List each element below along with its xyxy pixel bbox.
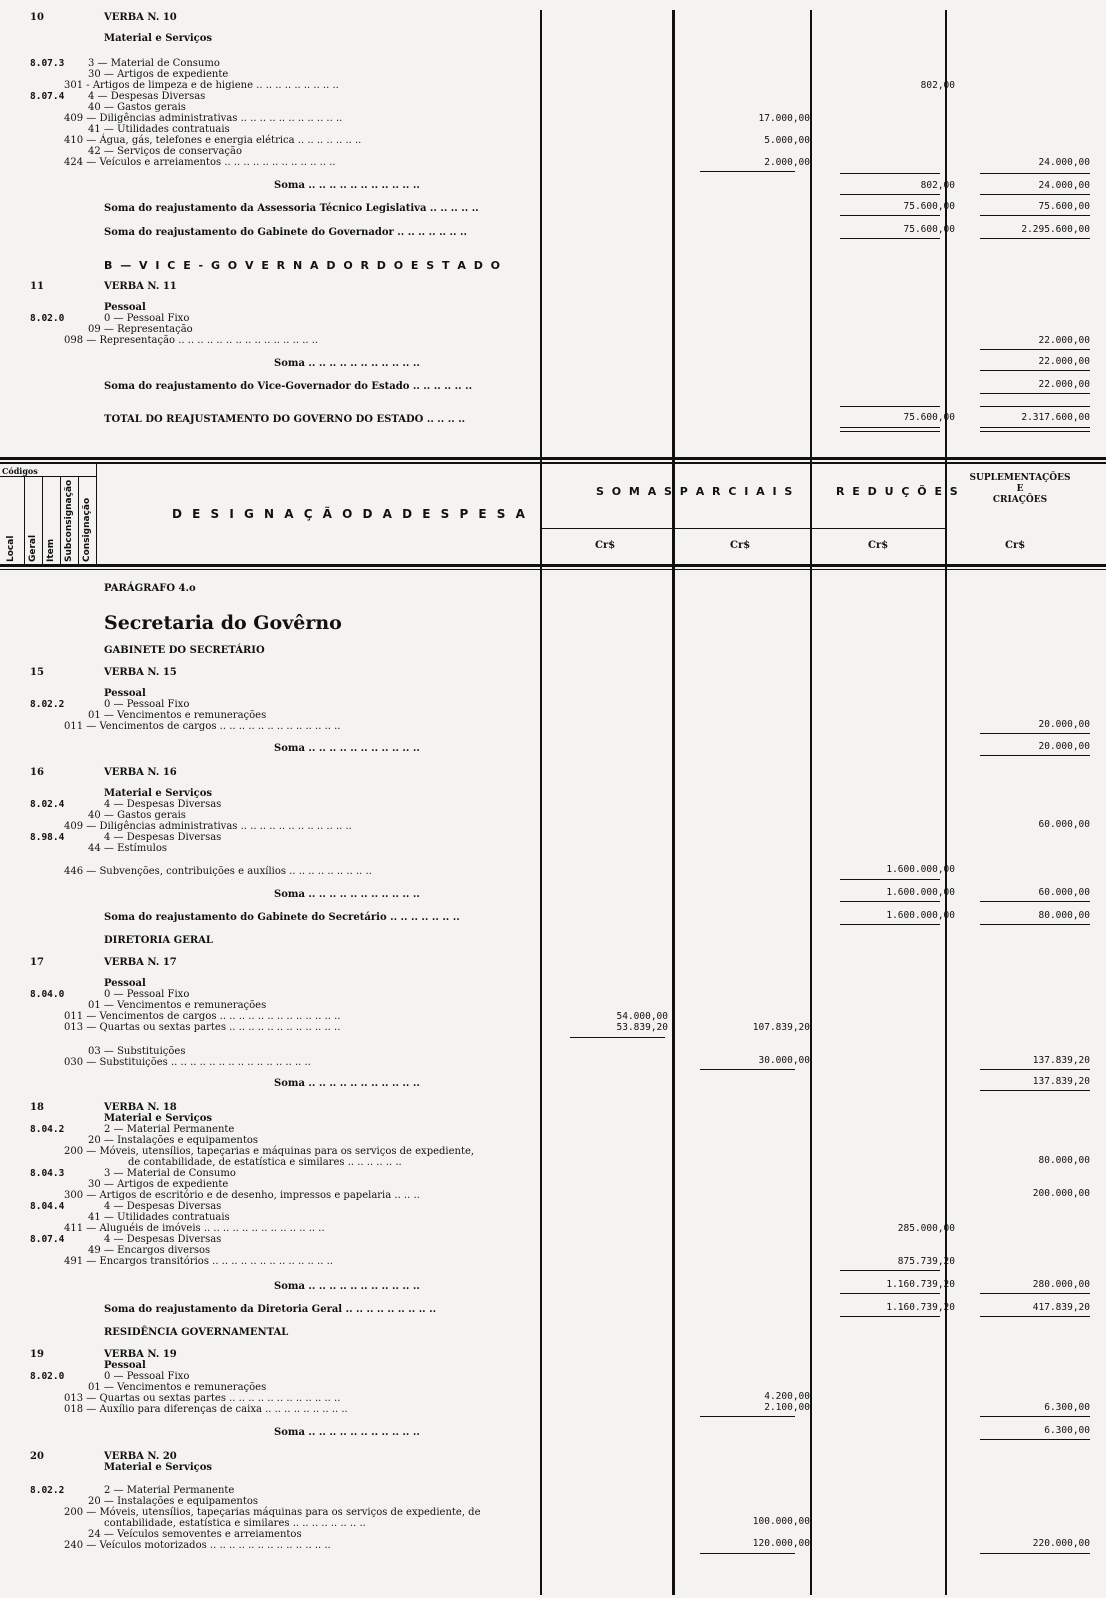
row-text: 4 — Despesas Diversas: [104, 832, 222, 843]
pessoal-heading: Pessoal: [104, 1360, 146, 1371]
value: 107.839,20: [752, 1022, 810, 1033]
rule: [980, 370, 1090, 371]
row-text: 200 — Móveis, utensílios, tapeçarias e máquinas para os serviços de expediente,: [64, 1146, 475, 1157]
value: 2.100,00: [764, 1402, 810, 1413]
row-text: 01 — Vencimentos e remunerações: [88, 1000, 267, 1011]
verba-20-heading: VERBA N. 20: [104, 1451, 177, 1462]
row-text: 240 — Veículos motorizados .. .. .. .. .. .. .. .. .. .. .. .. ..: [64, 1540, 331, 1551]
verba-18-heading: VERBA N. 18: [104, 1102, 177, 1113]
value: 75.600,00: [903, 201, 955, 212]
row-text: 4 — Despesas Diversas: [104, 1201, 222, 1212]
row-text: 300 — Artigos de escritório e de desenho, impressos e papelaria .. .. ..: [64, 1190, 420, 1201]
rule: [980, 431, 1090, 432]
row-text: 409 — Diligências administrativas .. .. .. .. .. .. .. .. .. .. .. ..: [64, 821, 352, 832]
value: 30.000,00: [758, 1055, 810, 1066]
row-text: 30 — Artigos de expediente: [88, 1179, 229, 1190]
value: 54.000,00: [616, 1011, 668, 1022]
secretaria-title: Secretaria do Govêrno: [104, 612, 342, 634]
value: 22.000,00: [1038, 335, 1090, 346]
rule: [980, 1416, 1090, 1417]
rule: [980, 349, 1090, 350]
row-text: 0 — Pessoal Fixo: [104, 989, 190, 1000]
rule: [840, 406, 940, 407]
row-text: 424 — Veículos e arreiamentos .. .. .. .. .. .. .. .. .. .. .. ..: [64, 157, 336, 168]
rule: [980, 1090, 1090, 1091]
value: 17.000,00: [758, 113, 810, 124]
verba-15-heading: VERBA N. 15: [104, 667, 177, 678]
rule: [60, 476, 61, 564]
rule: [980, 755, 1090, 756]
rule: [840, 901, 940, 902]
rule: [96, 464, 97, 564]
value: 75.600,00: [903, 412, 955, 423]
row-text: 410 — Água, gás, telefones e energia elétrica .. .. .. .. .. .. ..: [64, 135, 362, 146]
rule: [542, 528, 946, 529]
value: 24.000,00: [1038, 157, 1090, 168]
value: 100.000,00: [752, 1516, 810, 1527]
rule: [700, 1416, 795, 1417]
vice-governador-heading: B — V I C E - G O V E R N A D O R D O E S T A D O: [104, 259, 503, 272]
verba-11-heading: VERBA N. 11: [104, 281, 177, 292]
row-text: 44 — Estímulos: [88, 843, 168, 854]
value: 137.839,20: [1032, 1076, 1090, 1087]
reducoes-header: R E D U Ç Õ E S: [836, 485, 960, 498]
gabinete-secretario-heading: GABINETE DO SECRETÁRIO: [104, 645, 265, 656]
value: 75.600,00: [903, 224, 955, 235]
soma-label: Soma .. .. .. .. .. .. .. .. .. .. ..: [274, 889, 420, 900]
line-code: 18: [30, 1102, 44, 1113]
line-code: 20: [30, 1451, 44, 1462]
rule: [980, 1293, 1090, 1294]
rule: [980, 1316, 1090, 1317]
rule: [78, 476, 79, 564]
row-text: 4 — Despesas Diversas: [104, 1234, 222, 1245]
row-text: 30 — Artigos de expediente: [88, 69, 229, 80]
value: 200.000,00: [1032, 1188, 1090, 1199]
grand-total: TOTAL DO REAJUSTAMENTO DO GOVERNO DO ESTADO .. .. .. ..: [104, 414, 466, 425]
value: 22.000,00: [1038, 356, 1090, 367]
consignacao-label: Consignação: [82, 497, 92, 562]
rule: [700, 1069, 795, 1070]
row-text: 41 — Utilidades contratuais: [88, 1212, 230, 1223]
value: 20.000,00: [1038, 741, 1090, 752]
row-text: 411 — Aluguéis de imóveis .. .. .. .. .. .. .. .. .. .. .. .. ..: [64, 1223, 325, 1234]
code: 8.02.0: [30, 1371, 65, 1382]
verba-17-heading: VERBA N. 17: [104, 957, 177, 968]
rule: [980, 1553, 1090, 1554]
value: 60.000,00: [1038, 819, 1090, 830]
row-text: 301 - Artigos de limpeza e de higiene .. .. .. .. .. .. .. .. ..: [64, 80, 339, 91]
diretoria-geral-total: Soma do reajustamento da Diretoria Geral .. .. .. .. .. .. .. .. ..: [104, 1304, 437, 1315]
rule: [840, 879, 940, 880]
row-text: 41 — Utilidades contratuais: [88, 124, 230, 135]
local-label: Local: [6, 535, 16, 562]
row-text: 0 — Pessoal Fixo: [104, 699, 190, 710]
row-text: 20 — Instalações e equipamentos: [88, 1496, 259, 1507]
currency-label: Cr$: [595, 540, 616, 551]
code: 8.98.4: [30, 832, 65, 843]
rule: [980, 1439, 1090, 1440]
code-8073: 8.07.3: [30, 58, 65, 69]
code: 8.02.4: [30, 799, 65, 810]
value: 1.160.739,20: [886, 1302, 955, 1313]
code: 8.02.2: [30, 699, 65, 710]
row-text: 409 — Diligências administrativas .. .. .. .. .. .. .. .. .. .. ..: [64, 113, 343, 124]
value: 2.317.600,00: [1021, 412, 1090, 423]
value: 1.600.000,00: [886, 864, 955, 875]
rule: [980, 238, 1090, 239]
currency-label: Cr$: [1005, 540, 1026, 551]
designacao-header: D E S I G N A Ç Ã O D A D E S P E S A: [172, 507, 528, 521]
value: 802,00: [920, 180, 955, 191]
value: 80.000,00: [1038, 910, 1090, 921]
value: 60.000,00: [1038, 887, 1090, 898]
row-text: de contabilidade, de estatística e similares .. .. .. .. .. ..: [128, 1157, 402, 1168]
row-text: 03 — Substituições: [88, 1046, 186, 1057]
rule: [840, 427, 940, 428]
residencia-heading: RESIDÊNCIA GOVERNAMENTAL: [104, 1327, 289, 1338]
row-text: 013 — Quartas ou sextas partes .. .. .. .. .. .. .. .. .. .. .. ..: [64, 1393, 341, 1404]
suplementacoes-header: SUPLEMENTAÇÕES: [969, 473, 1071, 483]
row-text: contabilidade, estatística e similares .. .. .. .. .. .. .. ..: [104, 1518, 366, 1529]
gabinete-secretario-total: Soma do reajustamento do Gabinete do Secretário .. .. .. .. .. .. ..: [104, 912, 460, 923]
value: 5.000,00: [764, 135, 810, 146]
code: 8.04.2: [30, 1124, 65, 1135]
rule: [980, 924, 1090, 925]
row-text: 011 — Vencimentos de cargos .. .. .. .. .. .. .. .. .. .. .. .. ..: [64, 1011, 341, 1022]
code-8020: 8.02.0: [30, 313, 65, 324]
rule: [840, 1316, 940, 1317]
code: 8.07.4: [30, 1234, 65, 1245]
row-text: 4 — Despesas Diversas: [88, 91, 206, 102]
rule: [840, 431, 940, 432]
value: 1.600.000,00: [886, 887, 955, 898]
row-text: 4 — Despesas Diversas: [104, 799, 222, 810]
column-rule-1: [540, 10, 542, 1595]
value: 417.839,20: [1032, 1302, 1090, 1313]
line-code: 10: [30, 12, 44, 23]
column-rule-4: [945, 10, 947, 1595]
value: 120.000,00: [752, 1538, 810, 1549]
somas-parciais-header: S O M A S P A R C I A I S: [596, 485, 795, 498]
rule: [840, 1270, 940, 1271]
codigos-label: Códigos: [2, 466, 38, 476]
row-text: 49 — Encargos diversos: [88, 1245, 211, 1256]
rule: [24, 476, 25, 564]
rule: [980, 1069, 1090, 1070]
row-text: 01 — Vencimentos e remunerações: [88, 1382, 267, 1393]
pessoal-heading: Pessoal: [104, 978, 146, 989]
line-code: 11: [30, 281, 44, 292]
row-text: 011 — Vencimentos de cargos .. .. .. .. .. .. .. .. .. .. .. .. ..: [64, 721, 341, 732]
value: 1.600.000,00: [886, 910, 955, 921]
code: 8.04.4: [30, 1201, 65, 1212]
value: 875.739,20: [897, 1256, 955, 1267]
soma-label: Soma .. .. .. .. .. .. .. .. .. .. ..: [274, 743, 420, 754]
value: 24.000,00: [1038, 180, 1090, 191]
material-heading: Material e Serviços: [104, 1462, 213, 1473]
row-text: 2 — Material Permanente: [104, 1124, 235, 1135]
row-text: 030 — Substituições .. .. .. .. .. .. .. .. .. .. .. .. .. .. ..: [64, 1057, 311, 1068]
header-top-rule: [0, 457, 1106, 460]
code-8074: 8.07.4: [30, 91, 65, 102]
rule: [980, 215, 1090, 216]
rule: [980, 173, 1090, 174]
value: 285.000,00: [897, 1223, 955, 1234]
header-bottom-rule: [0, 564, 1106, 567]
rule: [700, 171, 795, 172]
value: 1.160.739,20: [886, 1279, 955, 1290]
paragrafo-heading: PARÁGRAFO 4.o: [104, 583, 196, 594]
rule: [570, 1037, 665, 1038]
value: 53.839,20: [616, 1022, 668, 1033]
header-bottom-rule-2: [0, 569, 1106, 570]
soma-label: Soma .. .. .. .. .. .. .. .. .. .. ..: [274, 358, 420, 369]
value: 80.000,00: [1038, 1155, 1090, 1166]
verba-19-heading: VERBA N. 19: [104, 1349, 177, 1360]
code: 8.02.2: [30, 1485, 65, 1496]
item-label: Item: [46, 538, 56, 562]
row-text: 24 — Veículos semoventes e arreiamentos: [88, 1529, 302, 1540]
line-code: 17: [30, 957, 44, 968]
rule: [840, 1293, 940, 1294]
row-text: 446 — Subvenções, contribuições e auxílios .. .. .. .. .. .. .. .. ..: [64, 866, 372, 877]
row-text: 42 — Serviços de conservação: [88, 146, 242, 157]
line-code: 15: [30, 667, 44, 678]
row-text: 098 — Representação .. .. .. .. .. .. .. .. .. .. .. .. .. .. ..: [64, 335, 319, 346]
row-text: 20 — Instalações e equipamentos: [88, 1135, 259, 1146]
geral-label: Geral: [28, 534, 38, 562]
suplementacoes-e: E: [1016, 484, 1024, 494]
soma-label: Soma .. .. .. .. .. .. .. .. .. .. ..: [274, 180, 420, 191]
rule: [42, 476, 43, 564]
value: 20.000,00: [1038, 719, 1090, 730]
rule: [980, 194, 1090, 195]
currency-label: Cr$: [730, 540, 751, 551]
rule: [980, 393, 1090, 394]
rule: [980, 406, 1090, 407]
header-top-rule-2: [0, 462, 1106, 464]
value: 280.000,00: [1032, 1279, 1090, 1290]
gabinete-total: Soma do reajustamento do Gabinete do Governador .. .. .. .. .. .. ..: [104, 227, 467, 238]
row-text: 3 — Material de Consumo: [104, 1168, 236, 1179]
row-text: 0 — Pessoal Fixo: [104, 1371, 190, 1382]
material-heading: Material e Serviços: [104, 33, 213, 44]
criacoes-header: CRIAÇÕES: [992, 495, 1048, 505]
line-code: 16: [30, 767, 44, 778]
row-text: 200 — Móveis, utensílios, tapeçarias máquinas para os serviços de expediente, de: [64, 1507, 481, 1518]
rule: [840, 238, 940, 239]
value: 2.000,00: [764, 157, 810, 168]
soma-label: Soma .. .. .. .. .. .. .. .. .. .. ..: [274, 1078, 420, 1089]
pessoal-heading: Pessoal: [104, 302, 146, 313]
value: 6.300,00: [1044, 1425, 1090, 1436]
rule: [840, 173, 940, 174]
rule: [840, 924, 940, 925]
row-text: 01 — Vencimentos e remunerações: [88, 710, 267, 721]
value: 802,00: [920, 80, 955, 91]
pessoal-heading: Pessoal: [104, 688, 146, 699]
line-code: 19: [30, 1349, 44, 1360]
row-text: 3 — Material de Consumo: [88, 58, 220, 69]
row-text: 40 — Gastos gerais: [88, 810, 186, 821]
row-text: 0 — Pessoal Fixo: [104, 313, 190, 324]
column-rule-2: [672, 10, 675, 1595]
material-heading: Material e Serviços: [104, 1113, 213, 1124]
value: 4.200,00: [764, 1391, 810, 1402]
value: 137.839,20: [1032, 1055, 1090, 1066]
soma-label: Soma .. .. .. .. .. .. .. .. .. .. ..: [274, 1427, 420, 1438]
rule: [840, 194, 940, 195]
code: 8.04.0: [30, 989, 65, 1000]
rule: [840, 215, 940, 216]
material-heading: Material e Serviços: [104, 788, 213, 799]
vice-total: Soma do reajustamento do Vice-Governador do Estado .. .. .. .. .. ..: [104, 381, 473, 392]
verba-16-heading: VERBA N. 16: [104, 767, 177, 778]
value: 220.000,00: [1032, 1538, 1090, 1549]
rule: [0, 476, 96, 477]
rule: [980, 427, 1090, 428]
row-text: 018 — Auxílio para diferenças de caixa .. .. .. .. .. .. .. .. ..: [64, 1404, 348, 1415]
row-text: 491 — Encargos transitórios .. .. .. .. .. .. .. .. .. .. .. .. ..: [64, 1256, 333, 1267]
value: 75.600,00: [1038, 201, 1090, 212]
verba-10-heading: VERBA N. 10: [104, 12, 177, 23]
value: 22.000,00: [1038, 379, 1090, 390]
row-text: 40 — Gastos gerais: [88, 102, 186, 113]
currency-label: Cr$: [868, 540, 889, 551]
diretoria-geral-heading: DIRETORIA GERAL: [104, 935, 213, 946]
code: 8.04.3: [30, 1168, 65, 1179]
row-text: 09 — Representação: [88, 324, 193, 335]
value: 2.295.600,00: [1021, 224, 1090, 235]
soma-label: Soma .. .. .. .. .. .. .. .. .. .. ..: [274, 1281, 420, 1292]
assessoria-total: Soma do reajustamento da Assessoria Técnico Legislativa .. .. .. .. ..: [104, 203, 479, 214]
value: 6.300,00: [1044, 1402, 1090, 1413]
rule: [700, 1553, 795, 1554]
row-text: 013 — Quartas ou sextas partes .. .. .. .. .. .. .. .. .. .. .. ..: [64, 1022, 341, 1033]
row-text: 2 — Material Permanente: [104, 1485, 235, 1496]
subconsignacao-label: Subconsignação: [64, 479, 74, 562]
rule: [980, 901, 1090, 902]
rule: [980, 733, 1090, 734]
column-rule-3: [810, 10, 812, 1595]
